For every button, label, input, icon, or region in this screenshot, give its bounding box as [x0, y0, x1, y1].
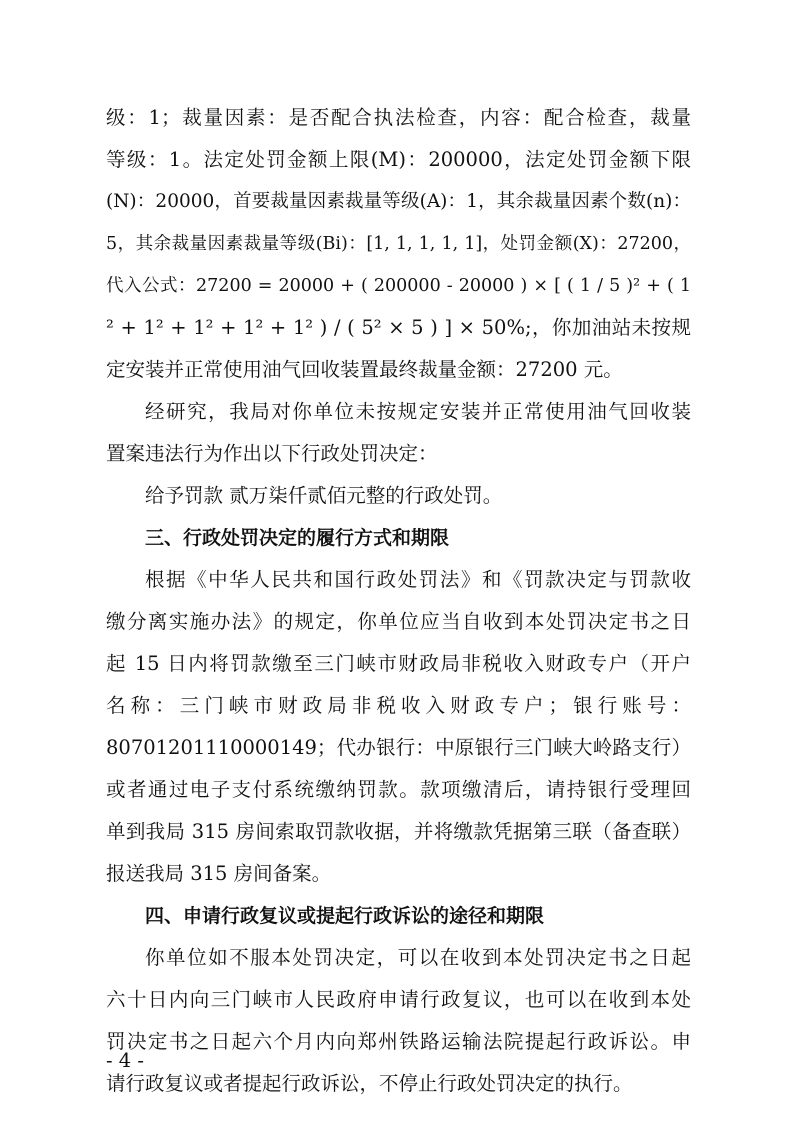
- body-line: ² + 1² + 1² + 1² + 1² ) / ( 5² × 5 ) ] × 50%;，你加油站未按规: [106, 316, 691, 339]
- body-line: 六十日内向三门峡市人民政府申请行政复议，也可以在收到本处: [106, 988, 691, 1011]
- body-line: 报送我局 315 房间备案。: [106, 862, 332, 885]
- paragraph-first-line: 你单位如不服本处罚决定，可以在收到本处罚决定书之日起: [145, 946, 691, 969]
- paragraph-first-line: 经研究，我局对你单位未按规定安装并正常使用油气回收装: [145, 400, 691, 423]
- body-line: 名称：三门峡市财政局非税收入财政专户；银行账号：: [106, 694, 691, 717]
- body-line: 5，其余裁量因素裁量等级(Bi)：[1, 1, 1, 1, 1]，处罚金额(X)：27200，: [106, 234, 691, 254]
- body-line: 单到我局 315 房间索取罚款收据，并将缴款凭据第三联（备查联）: [106, 820, 691, 843]
- body-line: (N)：20000，首要裁量因素裁量等级(A)：1，其余裁量因素个数(n)：: [106, 191, 691, 212]
- body-line: 罚决定书之日起六个月内向郑州铁路运输法院提起行政诉讼。申: [106, 1030, 691, 1053]
- body-line: 置案违法行为作出以下行政处罚决定：: [106, 442, 438, 465]
- body-line: 缴分离实施办法》的规定，你单位应当自收到本处罚决定书之日: [106, 610, 691, 633]
- body-line: 定安装并正常使用油气回收装置最终裁量金额：27200 元。: [106, 358, 623, 381]
- section-heading-3: 三、行政处罚决定的履行方式和期限: [145, 527, 450, 549]
- body-line: 请行政复议或者提起行政诉讼，不停止行政处罚决定的执行。: [106, 1072, 633, 1095]
- body-line: 等级：1。法定处罚金额上限(M)：200000，法定处罚金额下限: [106, 148, 691, 171]
- body-line: 或者通过电子支付系统缴纳罚款。款项缴清后，请持银行受理回: [106, 778, 691, 801]
- page-number: - 4 -: [106, 1049, 144, 1072]
- section-heading-4: 四、申请行政复议或提起行政诉讼的途径和期限: [145, 905, 545, 927]
- penalty-decision-line: 给予罚款 贰万柒仟贰佰元整的行政处罚。: [145, 484, 503, 507]
- body-line: 80701201110000149；代办银行：中原银行三门峡大岭路支行）: [106, 736, 691, 759]
- paragraph-first-line: 根据《中华人民共和国行政处罚法》和《罚款决定与罚款收: [145, 568, 691, 591]
- body-line: 代入公式：27200 = 20000 + ( 200000 - 20000 ) × [ ( 1 / 5 )² + ( 1: [106, 276, 691, 296]
- body-line: 起 15 日内将罚款缴至三门峡市财政局非税收入财政专户（开户: [106, 652, 691, 675]
- body-line: 级：1；裁量因素：是否配合执法检查，内容：配合检查，裁量: [106, 106, 691, 129]
